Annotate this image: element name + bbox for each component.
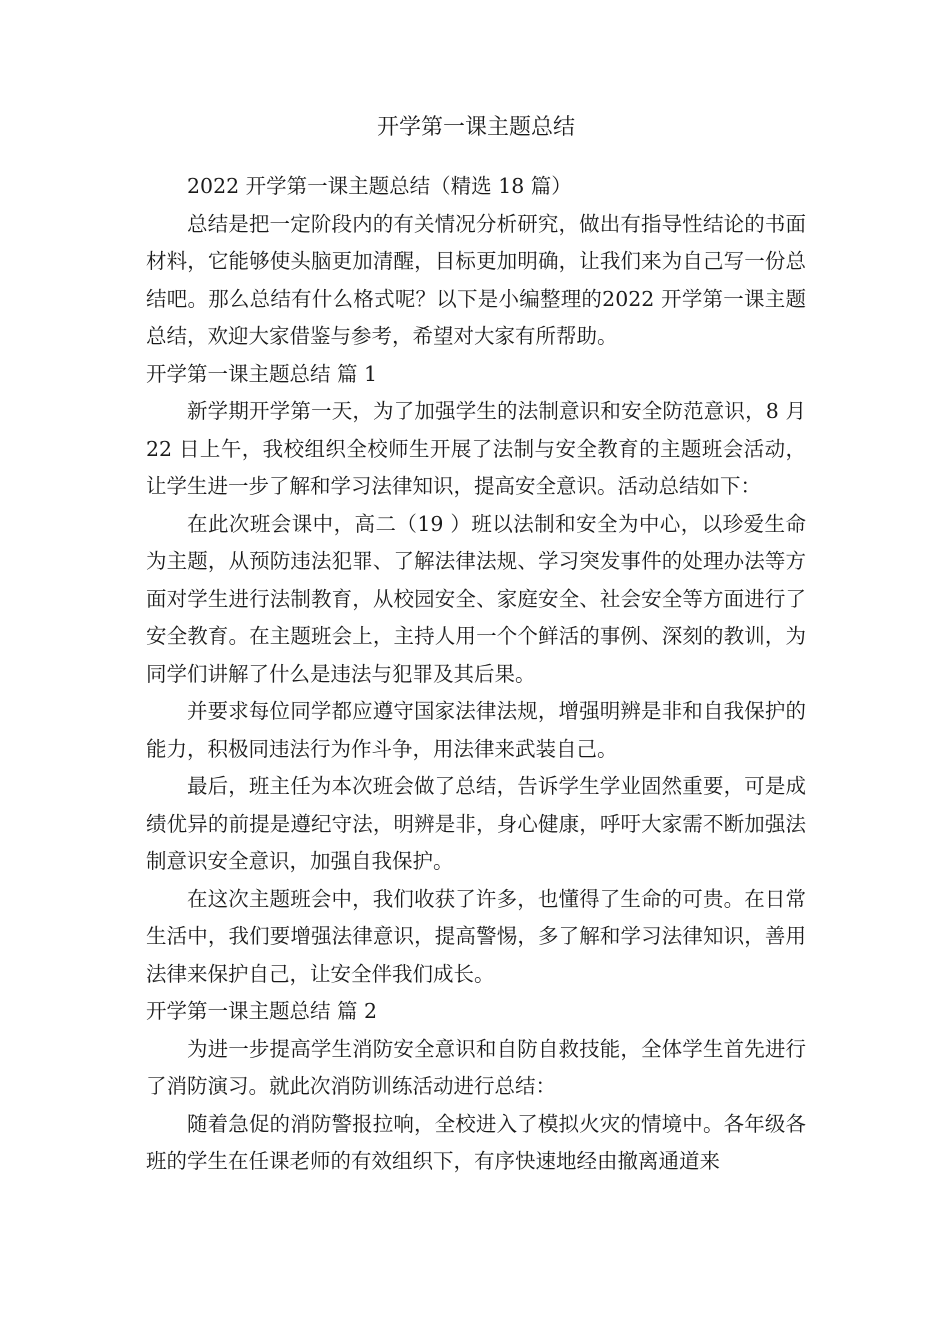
section-1-paragraph: 在这次主题班会中，我们收获了许多，也懂得了生命的可贵。在日常生活中，我们要增强法律意识，提高警惕，多了解和学习法律知识，善用法律来保护自己，让安全伴我们成长。: [146, 886, 806, 986]
intro-paragraph: 总结是把一定阶段内的有关情况分析研究，做出有指导性结论的书面材料，它能够使头脑更加清醒，目标更加明确，让我们来为自己写一份总结吧。那么总结有什么格式呢？以下是小编整理的2022 开学第一课主题总结，欢迎大家借鉴与参考，希望对大家有所帮助。: [146, 211, 806, 348]
section-1-heading: 开学第一课主题总结 篇 1: [146, 361, 378, 386]
document-title: 开学第一课主题总结: [376, 115, 575, 140]
section-2-heading: 开学第一课主题总结 篇 2: [146, 999, 378, 1023]
section-1-paragraph: 最后，班主任为本次班会做了总结，告诉学生学业固然重要，可是成绩优异的前提是遵纪守法，明辨是非，身心健康，呼吁大家需不断加强法制意识安全意识，加强自我保护。: [146, 774, 806, 873]
document-subtitle: 2022 开学第一课主题总结（精选 18 篇）: [187, 174, 572, 198]
section-2-paragraph: 随着急促的消防警报拉响，全校进入了模拟火灾的情境中。各年级各班的学生在任课老师的有效组织下，有序快速地经由撤离通道来: [146, 1111, 806, 1173]
document-body: [146, 108, 806, 1181]
section-2-paragraph: 为进一步提高学生消防安全意识和自防自救技能，全体学生首先进行了消防演习。就此次消防训练活动进行总结：: [146, 1036, 806, 1098]
section-1-paragraph: 并要求每位同学都应遵守国家法律法规，增强明辨是非和自我保护的能力，积极同违法行为作斗争，用法律来武装自己。: [146, 699, 806, 761]
section-1-paragraph: 在此次班会课中，高二（19 ）班以法制和安全为中心，以珍爱生命为主题，从预防违法犯罪、了解法律法规、学习突发事件的处理办法等方面对学生进行法制教育，从校园安全、家庭安全、社会安全等方面进行了安全教育。在主题班会上，主持人用一个个鲜活的事例、深刻的教训，为同学们讲解了什么是违法与犯罪及其后果。: [146, 511, 806, 686]
section-1-paragraph: 新学期开学第一天，为了加强学生的法制意识和安全防范意识，8 月 22 日上午，我校组织全校师生开展了法制与安全教育的主题班会活动，让学生进一步了解和学习法律知识，提高安全意识。活动总结如下：: [146, 399, 806, 498]
